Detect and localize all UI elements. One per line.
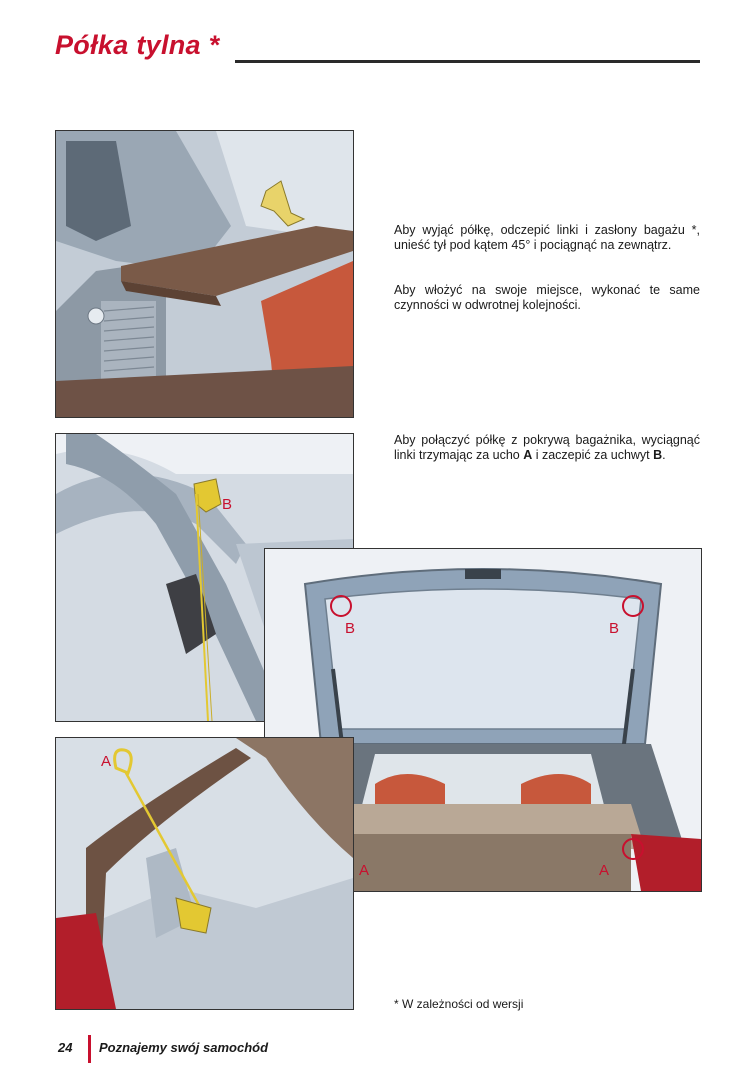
removal-instruction: Aby wyjąć półkę, odczepić linki i zasłony bagażu *, unieść tył pod kątem 45° i pociągnąć na zewnątrz. bbox=[394, 223, 700, 252]
label-b-left: B bbox=[345, 620, 356, 637]
detail-a-illustration bbox=[55, 737, 354, 1010]
shelf-removal-illustration bbox=[55, 130, 354, 418]
label-a-left: A bbox=[359, 862, 370, 879]
label-b: B bbox=[222, 496, 233, 513]
refit-instruction: Aby włożyć na swoje miejsce, wykonać te same czynności w odwrotnej kolejności. bbox=[394, 283, 700, 312]
connect-ref-a: A bbox=[523, 448, 533, 462]
label-b-right: B bbox=[609, 620, 620, 637]
page-number: 24 bbox=[58, 1040, 73, 1055]
label-a-right: A bbox=[599, 862, 610, 879]
connect-text-3: . bbox=[662, 448, 666, 462]
label-a: A bbox=[101, 753, 112, 770]
connect-text-2: i zaczepić za uchwyt bbox=[532, 448, 654, 462]
footer-accent-bar bbox=[88, 1035, 91, 1063]
connect-instruction bbox=[394, 433, 700, 463]
page-title: Półka tylna * bbox=[55, 30, 220, 60]
connect-text-1: Aby połączyć półkę z pokrywą bagażnika, wyciągnąć linki trzymając za ucho bbox=[394, 433, 700, 462]
connect-ref-b: B bbox=[653, 448, 663, 462]
footer-section-title: Poznajemy swój samochód bbox=[99, 1040, 269, 1055]
title-rule bbox=[235, 60, 700, 63]
footnote: * W zależności od wersji bbox=[394, 997, 524, 1011]
